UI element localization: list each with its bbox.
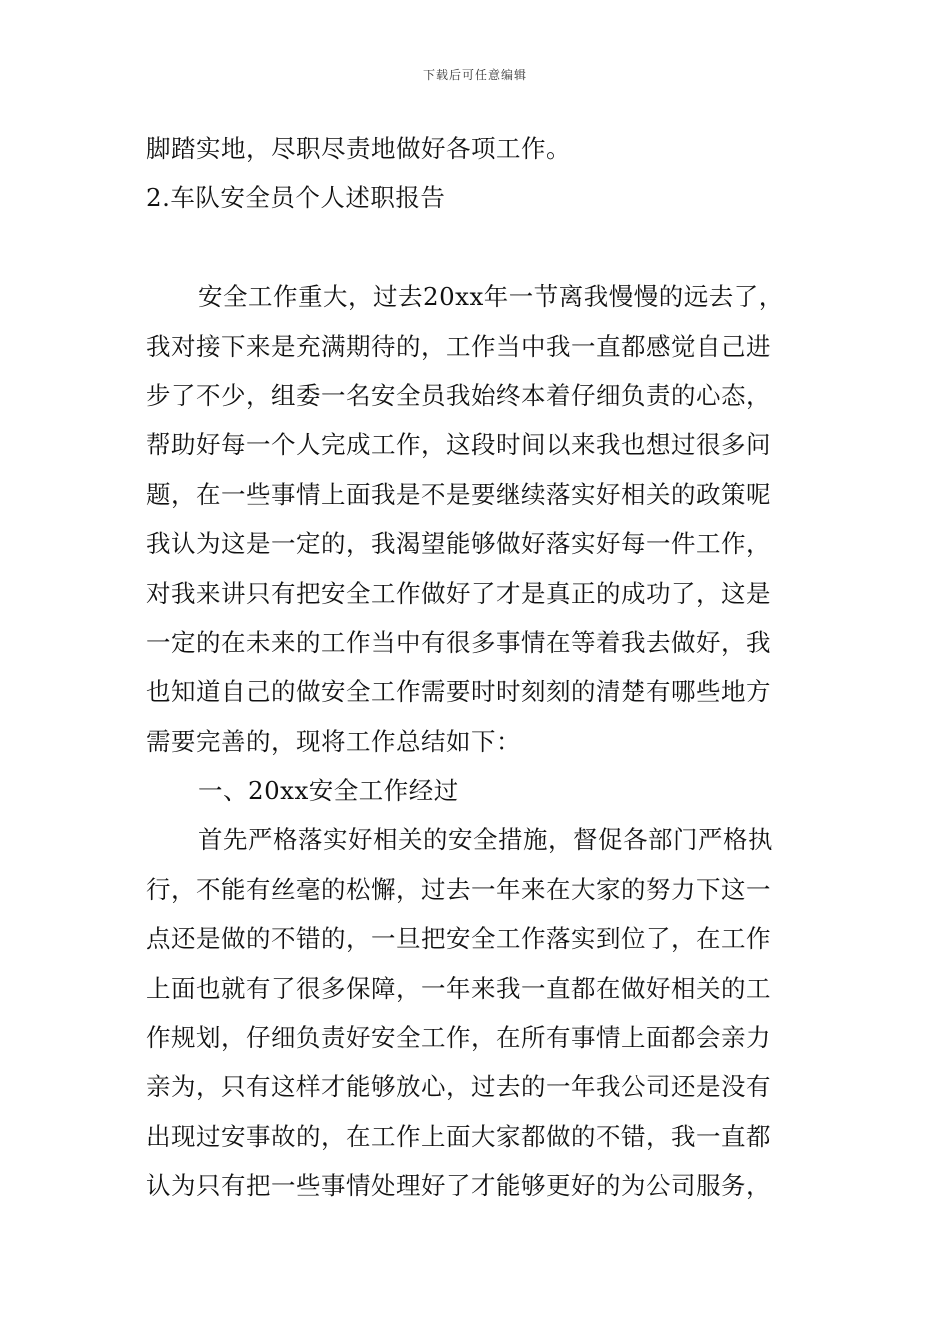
paragraph-line: 行，不能有丝毫的松懈，过去一年来在大家的努力下这一	[146, 874, 771, 904]
paragraph-line: 脚踏实地，尽职尽责地做好各项工作。	[146, 134, 571, 163]
blank-line	[146, 223, 810, 272]
paragraph-line: 作规划，仔细负责好安全工作，在所有事情上面都会亲力	[146, 1023, 771, 1053]
paragraph-line: 上面也就有了很多保障，一年来我一直都在做好相关的工	[146, 973, 771, 1003]
paragraph-line: 也知道自己的做安全工作需要时时刻刻的清楚有哪些地方	[146, 677, 771, 707]
paragraph-line: 对我来讲只有把安全工作做好了才是真正的成功了，这是	[146, 578, 771, 608]
paragraph-line: 一定的在未来的工作当中有很多事情在等着我去做好，我	[146, 627, 771, 657]
paragraph-line: 认为只有把一些事情处理好了才能够更好的为公司服务，	[146, 1171, 771, 1201]
paragraph-line: 首先严格落实好相关的安全措施，督促各部门严格执	[198, 825, 773, 855]
paragraph-line: 安全工作重大，过去20xx年一节离我慢慢的远去了，	[198, 282, 784, 312]
subsection-heading: 一、20xx安全工作经过	[198, 776, 459, 806]
paragraph-line: 题，在一些事情上面我是不是要继续落实好相关的政策呢	[146, 479, 771, 509]
paragraph-line: 出现过安事故的，在工作上面大家都做的不错，我一直都	[146, 1121, 771, 1151]
section-title: 2.车队安全员个人述职报告	[146, 183, 446, 213]
paragraph-line: 帮助好每一个人完成工作，这段时间以来我也想过很多问	[146, 430, 771, 460]
document-body	[146, 124, 810, 1211]
paragraph-line: 点还是做的不错的，一旦把安全工作落实到位了，在工作	[146, 924, 771, 954]
paragraph-line: 我认为这是一定的，我渴望能够做好落实好每一件工作，	[146, 529, 771, 559]
paragraph-line: 亲为，只有这样才能够放心，过去的一年我公司还是没有	[146, 1072, 771, 1102]
paragraph-line: 我对接下来是充满期待的，工作当中我一直都感觉自己进	[146, 331, 771, 361]
paragraph-line: 需要完善的，现将工作总结如下：	[146, 726, 521, 756]
page-header: 下载后可任意编辑	[422, 68, 527, 82]
paragraph-line: 步了不少，组委一名安全员我始终本着仔细负责的心态，	[146, 380, 771, 410]
